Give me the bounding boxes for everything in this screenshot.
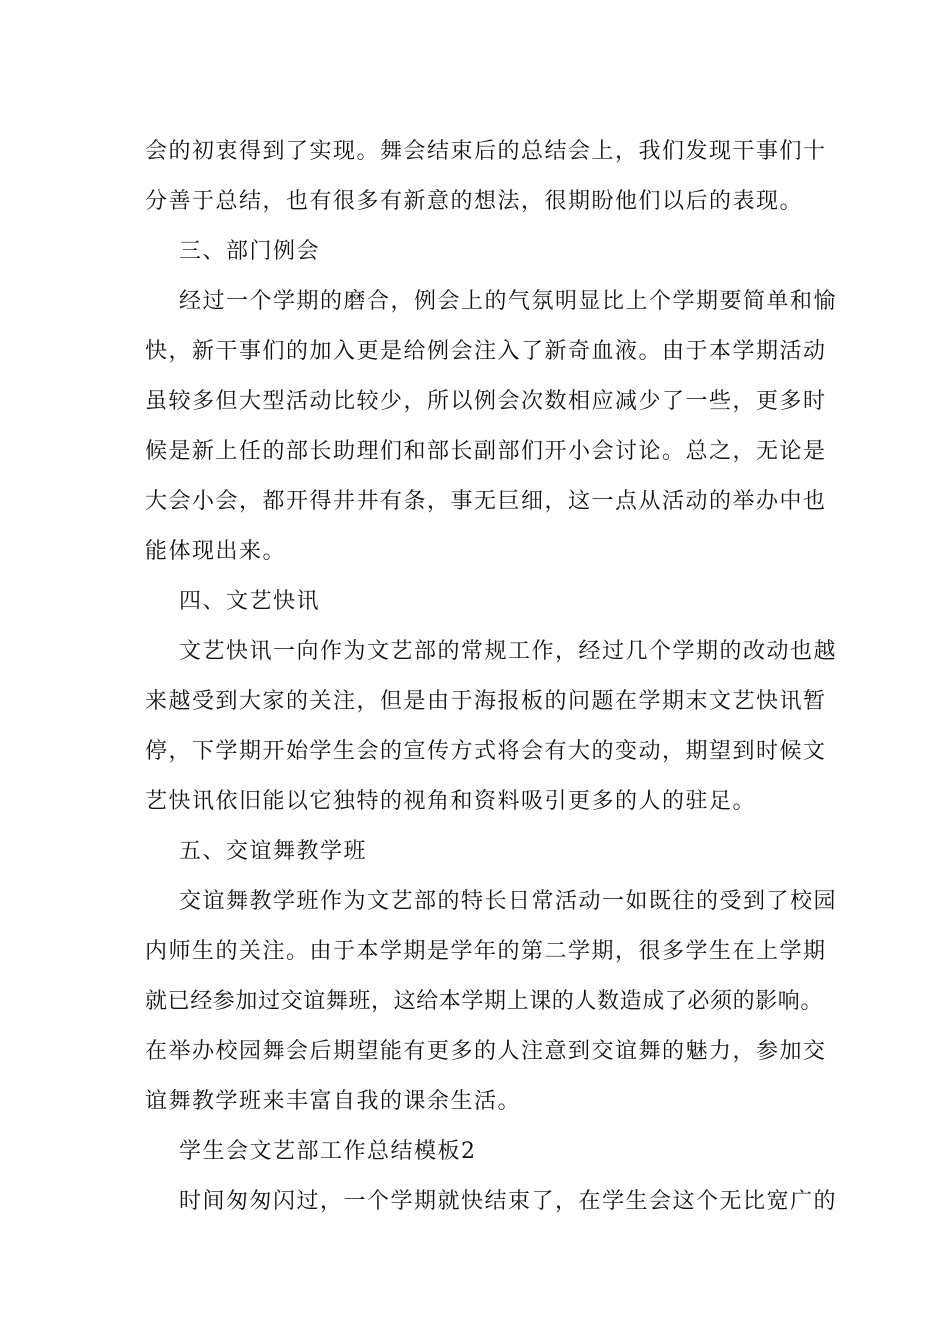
paragraph-line: 会的初衷得到了实现。舞会结束后的总结会上，我们发现干事们十 xyxy=(145,139,827,164)
paragraph-line: 艺快讯依旧能以它独特的视角和资料吸引更多的人的驻足。 xyxy=(145,789,757,814)
section-heading: 四、文艺快讯 xyxy=(179,589,321,614)
section-heading: 学生会文艺部工作总结模板2 xyxy=(179,1139,477,1164)
section-heading: 五、交谊舞教学班 xyxy=(179,839,368,864)
section-heading: 三、部门例会 xyxy=(179,239,321,264)
paragraph-line: 文艺快讯一向作为文艺部的常规工作，经过几个学期的改动也越 xyxy=(179,639,838,664)
paragraph-line: 分善于总结，也有很多有新意的想法，很期盼他们以后的表现。 xyxy=(145,189,804,214)
paragraph-line: 停，下学期开始学生会的宣传方式将会有大的变动，期望到时候文 xyxy=(145,739,827,764)
paragraph-line: 在举办校园舞会后期望能有更多的人注意到交谊舞的魅力，参加交 xyxy=(145,1039,827,1064)
paragraph-line: 快，新干事们的加入更是给例会注入了新奇血液。由于本学期活动 xyxy=(145,339,827,364)
paragraph-line: 大会小会，都开得井井有条，事无巨细，这一点从活动的举办中也 xyxy=(145,489,827,514)
paragraph-line: 交谊舞教学班作为文艺部的特长日常活动一如既往的受到了校园 xyxy=(179,889,838,914)
paragraph-line: 谊舞教学班来丰富自我的课余生活。 xyxy=(145,1089,522,1114)
paragraph-line: 就已经参加过交谊舞班，这给本学期上课的人数造成了必须的影响。 xyxy=(145,989,824,1014)
paragraph-line: 能体现出来。 xyxy=(145,539,287,564)
paragraph-line: 虽较多但大型活动比较少，所以例会次数相应减少了一些，更多时 xyxy=(145,389,827,414)
paragraph-line: 时间匆匆闪过，一个学期就快结束了，在学生会这个无比宽广的 xyxy=(179,1189,838,1214)
paragraph-line: 内师生的关注。由于本学期是学年的第二学期，很多学生在上学期 xyxy=(145,939,827,964)
paragraph-line: 来越受到大家的关注，但是由于海报板的问题在学期末文艺快讯暂 xyxy=(145,689,827,714)
paragraph-line: 候是新上任的部长助理们和部长副部们开小会讨论。总之，无论是 xyxy=(145,439,827,464)
paragraph-line: 经过一个学期的磨合，例会上的气氛明显比上个学期要简单和愉 xyxy=(179,289,838,314)
